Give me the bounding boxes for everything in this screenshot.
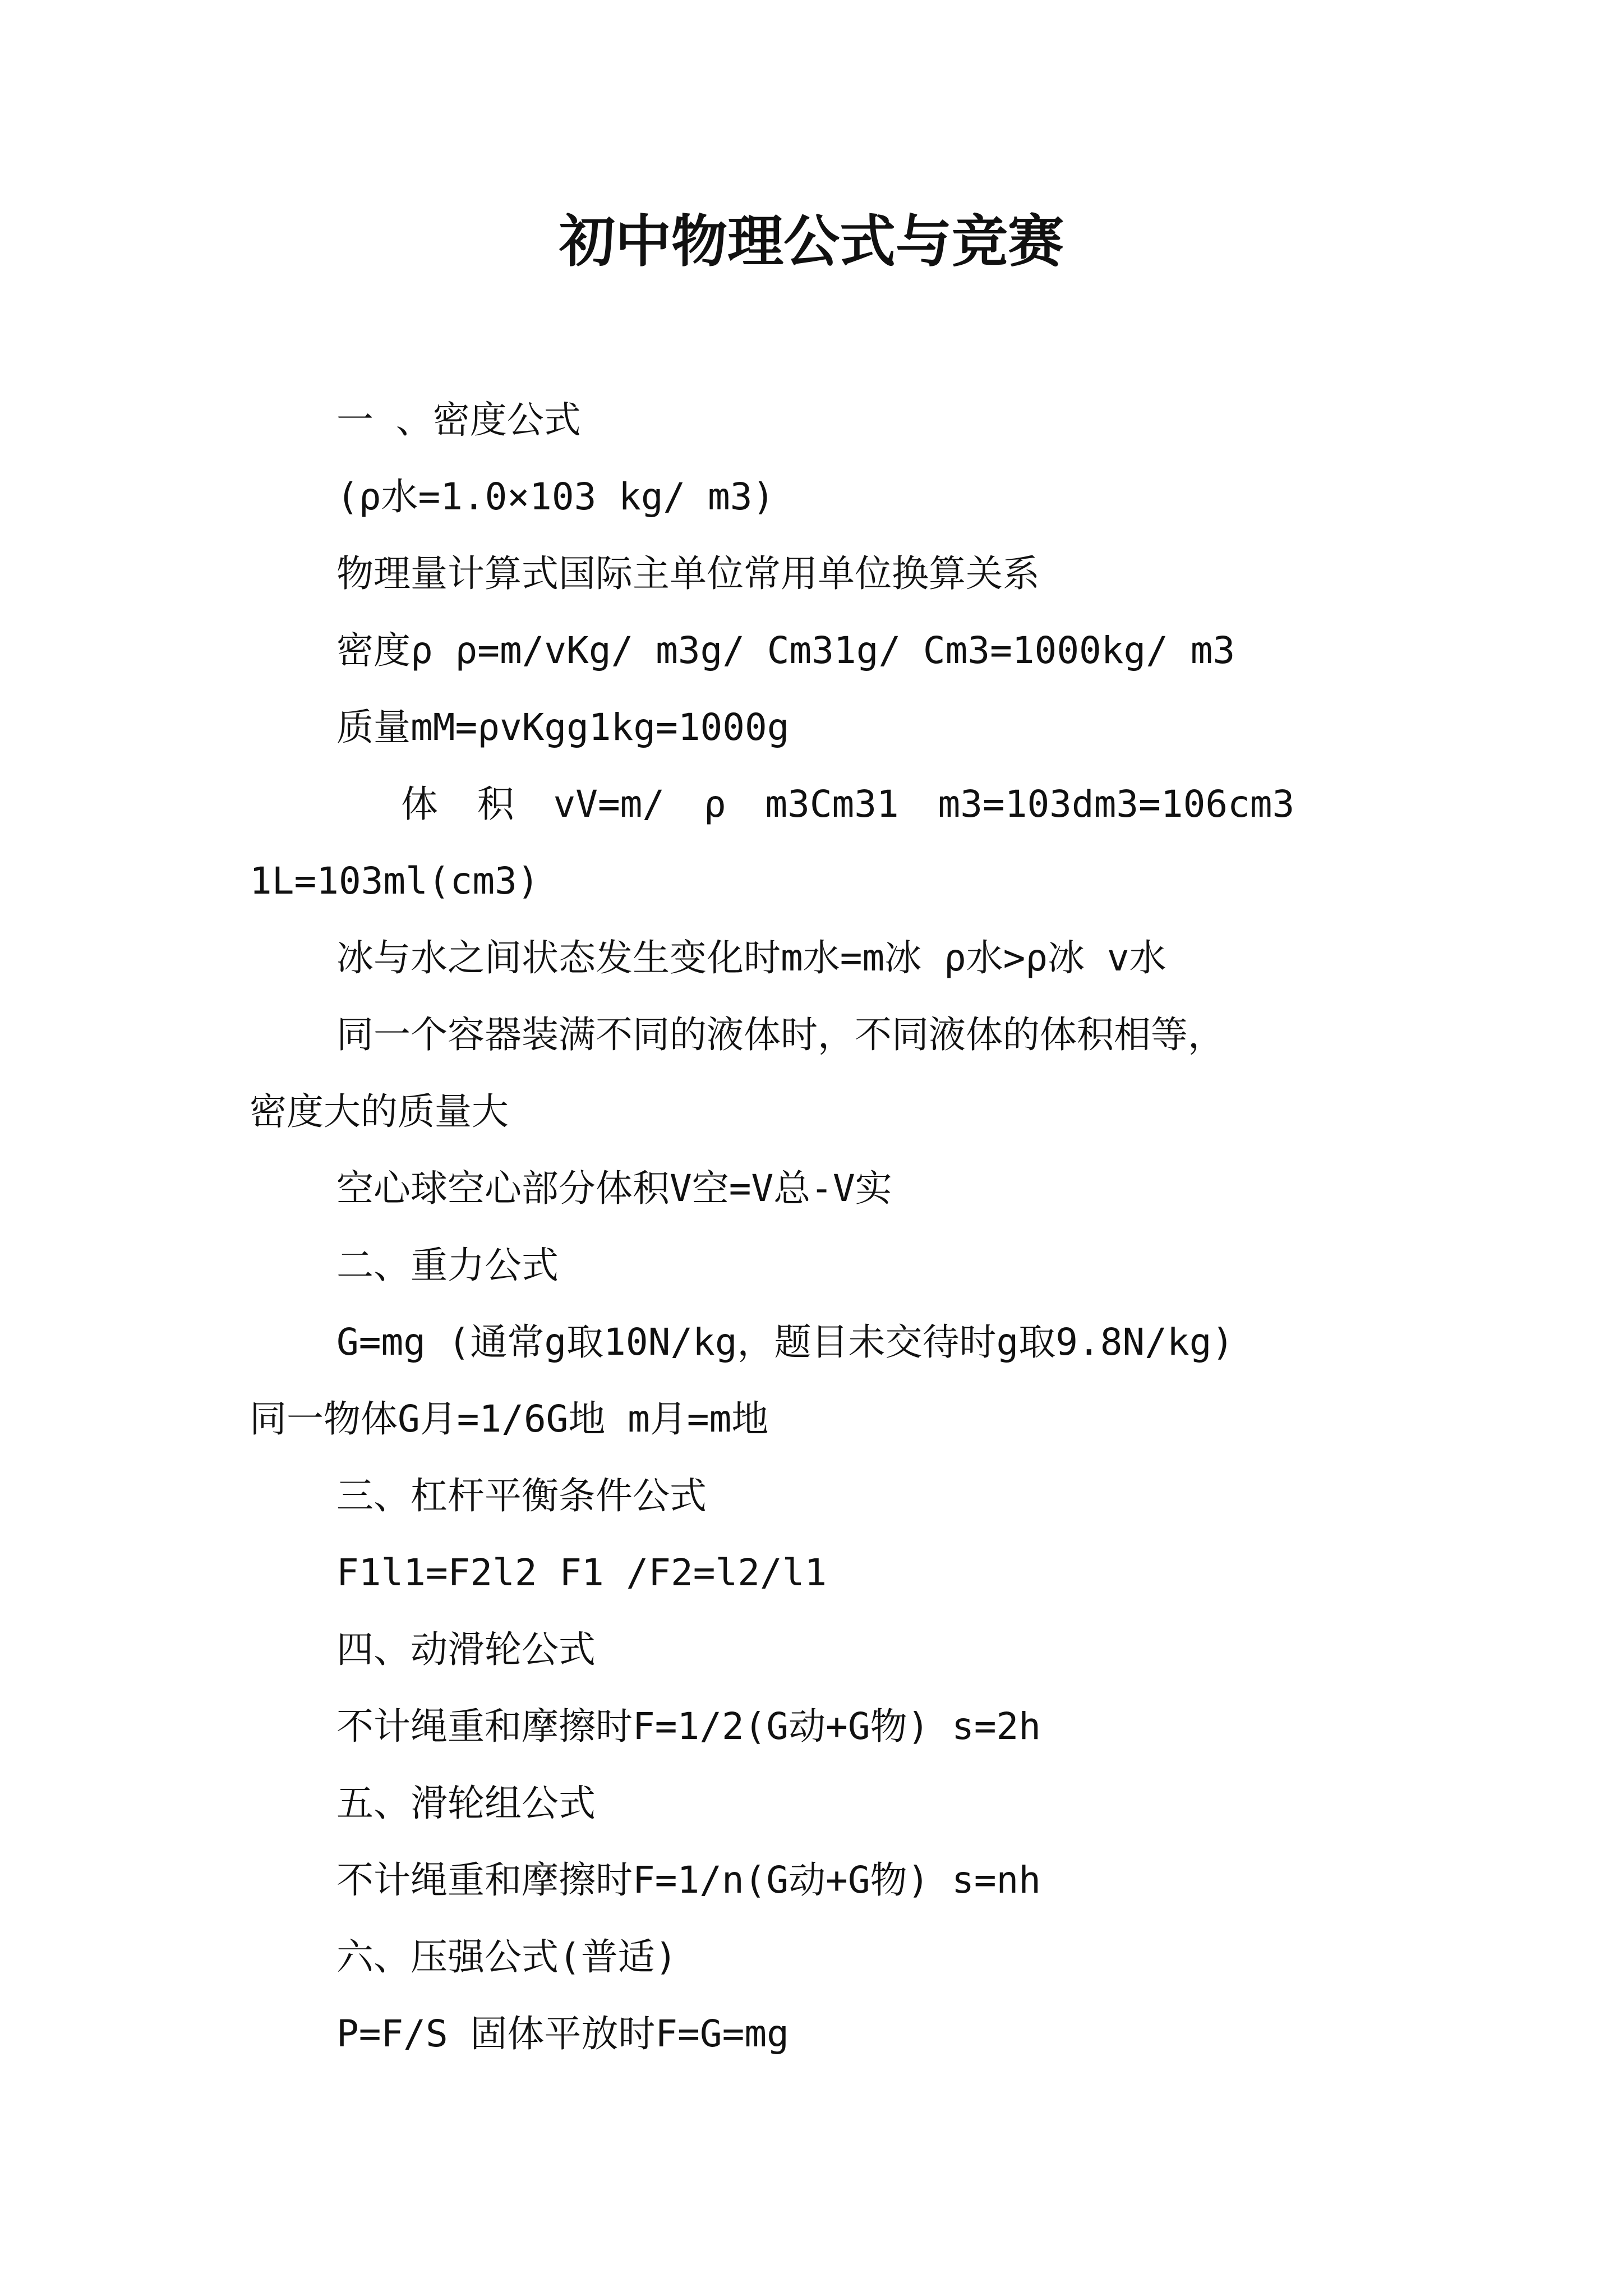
text-line: 不计绳重和摩擦时F=1/2(G动+G物) s=2h xyxy=(336,1705,1041,1748)
text-line: 密度大的质量大 xyxy=(250,1090,509,1133)
text-line: 同一个容器装满不同的液体时，不同液体的体积相等， xyxy=(336,1013,1225,1056)
section-heading-gravity: 二、重力公式 xyxy=(336,1244,559,1287)
document-body xyxy=(250,381,1388,2072)
text-line: 空心球空心部分体积V空=V总-V实 xyxy=(336,1167,892,1210)
section-heading-density: 一 、密度公式 xyxy=(336,398,581,441)
text-line: (ρ水=1.0×103 kg/ m3) xyxy=(336,475,775,518)
text-line: 质量mM=ρvKgg1kg=1000g xyxy=(336,706,790,749)
text-line: G=mg (通常g取10N/kg，题目未交待时g取9.8N/kg) xyxy=(336,1320,1234,1364)
text-line: 1L=103ml(cm3) xyxy=(250,859,540,903)
text-line: 密度ρ ρ=m/vKg/ m3g/ Cm31g/ Cm3=1000kg/ m3 xyxy=(336,629,1235,672)
text-line: 体 积 vV=m/ ρ m3Cm31 m3=103dm3=106cm3 xyxy=(401,783,1295,826)
section-heading-pulley-block: 五、滑轮组公式 xyxy=(336,1782,596,1825)
text-line: 冰与水之间状态发生变化时m水=m冰 ρ水>ρ冰 v水 xyxy=(336,936,1166,979)
document-title: 初中物理公式与竞赛 xyxy=(559,208,1064,274)
text-line: P=F/S 固体平放时F=G=mg xyxy=(336,2012,789,2055)
text-line: 物理量计算式国际主单位常用单位换算关系 xyxy=(336,552,1040,595)
text-line: 同一物体G月=1/6G地 m月=m地 xyxy=(250,1397,769,1441)
section-heading-movable-pulley: 四、动滑轮公式 xyxy=(336,1628,596,1671)
section-heading-pressure: 六、压强公式(普适) xyxy=(336,1935,677,1978)
section-heading-lever: 三、杠杆平衡条件公式 xyxy=(336,1474,707,1517)
text-line: F1l1=F2l2 F1 /F2=l2/l1 xyxy=(336,1551,827,1594)
text-line: 不计绳重和摩擦时F=1/n(G动+G物) s=nh xyxy=(336,1858,1041,1902)
